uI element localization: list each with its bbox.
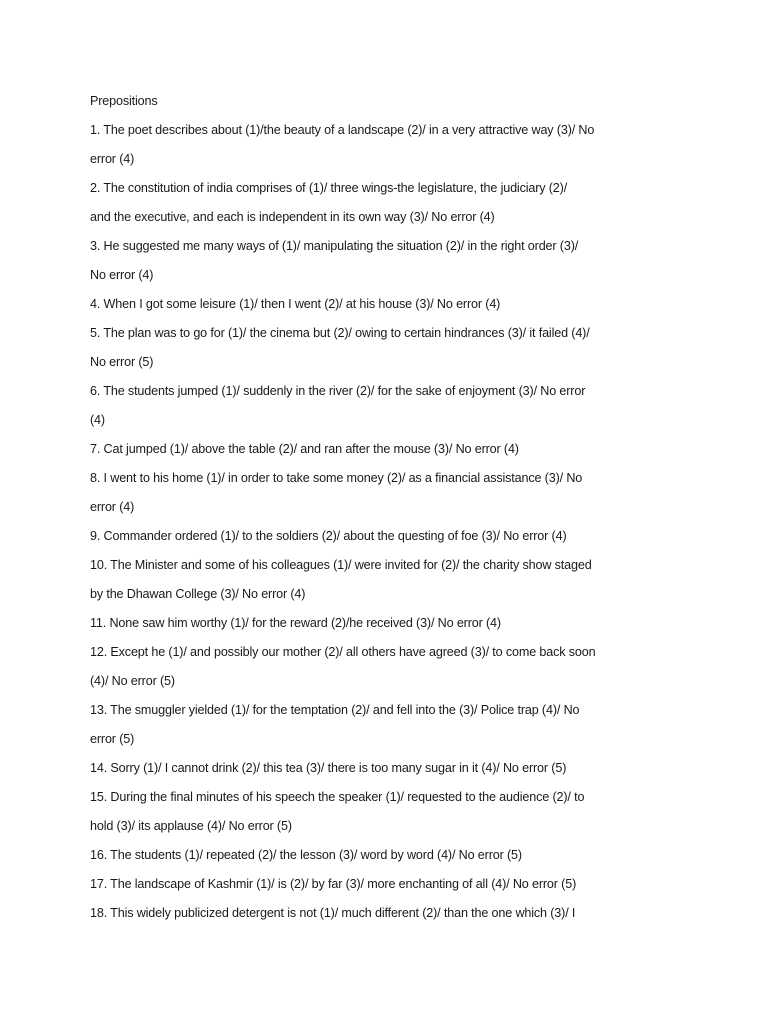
question-line: 16. The students (1)/ repeated (2)/ the lesson (3)/ word by word (4)/ No error (5) [90,848,522,862]
question-line: 12. Except he (1)/ and possibly our mother (2)/ all others have agreed (3)/ to come back soon [90,645,596,659]
question-item [90,522,630,551]
question-line: 2. The constitution of india comprises of (1)/ three wings-the legislature, the judiciary (2)/ [90,181,568,195]
question-line: error (4) [90,152,135,166]
question-line: hold (3)/ its applause (4)/ No error (5) [90,819,292,833]
question-item [90,435,630,464]
question-line: 15. During the final minutes of his speech the speaker (1)/ requested to the audience (2)/ to [90,790,585,804]
question-line: (4)/ No error (5) [90,674,175,688]
document-title: Prepositions [90,94,158,108]
question-line: 17. The landscape of Kashmir (1)/ is (2)/ by far (3)/ more enchanting of all (4)/ No error (5) [90,877,577,891]
question-line: 9. Commander ordered (1)/ to the soldiers (2)/ about the questing of foe (3)/ No error (4) [90,529,567,543]
question-line: 1. The poet describes about (1)/the beauty of a landscape (2)/ in a very attractive way (3)/ No [90,123,595,137]
question-line: 5. The plan was to go for (1)/ the cinema but (2)/ owing to certain hindrances (3)/ it failed (4)/ [90,326,590,340]
question-line: 6. The students jumped (1)/ suddenly in the river (2)/ for the sake of enjoyment (3)/ No error [90,384,586,398]
document-body [90,87,630,928]
question-line: 4. When I got some leisure (1)/ then I went (2)/ at his house (3)/ No error (4) [90,297,501,311]
question-item [90,319,630,377]
question-line: No error (4) [90,268,154,282]
question-list [90,116,630,928]
question-item [90,783,630,841]
question-line: 3. He suggested me many ways of (1)/ manipulating the situation (2)/ in the right order (3)/ [90,239,579,253]
question-item [90,232,630,290]
question-item [90,638,630,696]
question-line: (4) [90,413,105,427]
question-line: 18. This widely publicized detergent is not (1)/ much different (2)/ than the one which (3)/ I [90,906,576,920]
question-line: and the executive, and each is independent in its own way (3)/ No error (4) [90,210,495,224]
question-item [90,464,630,522]
question-item [90,609,630,638]
question-line: 14. Sorry (1)/ I cannot drink (2)/ this tea (3)/ there is too many sugar in it (4)/ No error (5) [90,761,567,775]
question-item [90,899,630,928]
question-line: 11. None saw him worthy (1)/ for the reward (2)/he received (3)/ No error (4) [90,616,501,630]
question-item [90,551,630,609]
question-item [90,754,630,783]
question-line: 13. The smuggler yielded (1)/ for the temptation (2)/ and fell into the (3)/ Police trap (4)/ No [90,703,580,717]
question-item [90,290,630,319]
question-line: 10. The Minister and some of his colleagues (1)/ were invited for (2)/ the charity show staged [90,558,592,572]
question-line: by the Dhawan College (3)/ No error (4) [90,587,306,601]
question-item [90,841,630,870]
question-line: No error (5) [90,355,154,369]
question-line: 7. Cat jumped (1)/ above the table (2)/ and ran after the mouse (3)/ No error (4) [90,442,519,456]
question-line: 8. I went to his home (1)/ in order to take some money (2)/ as a financial assistance (3)/ No [90,471,583,485]
question-item [90,116,630,174]
question-item [90,696,630,754]
question-item [90,174,630,232]
question-line: error (4) [90,500,135,514]
question-item [90,870,630,899]
question-item [90,377,630,435]
question-line: error (5) [90,732,135,746]
